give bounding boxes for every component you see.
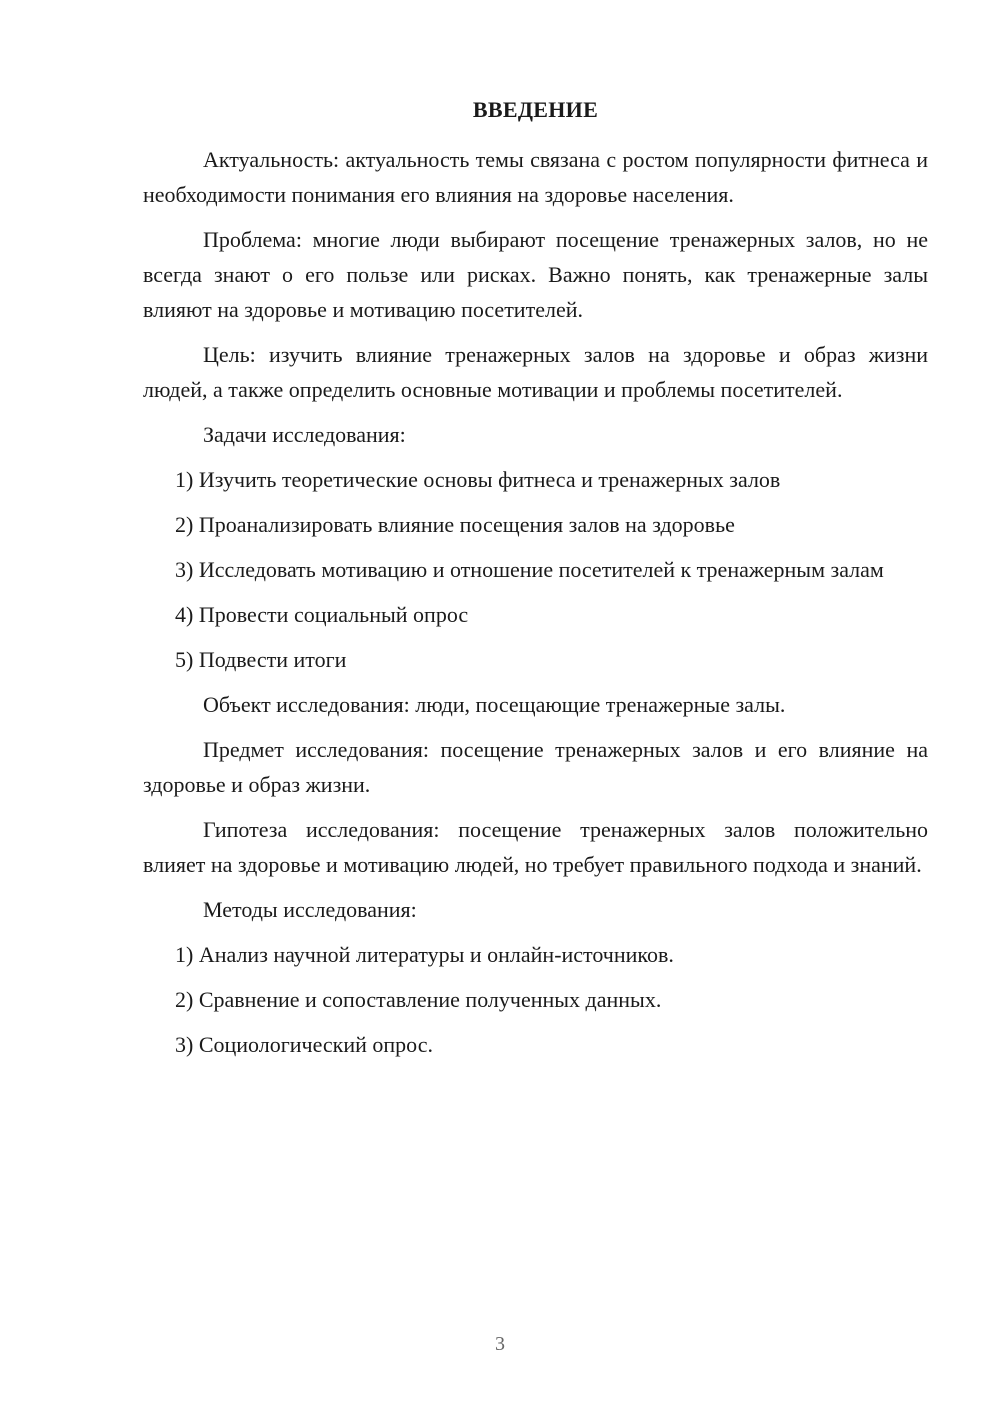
task-item: 4) Провести социальный опрос bbox=[175, 602, 469, 627]
relevance-paragraph: Актуальность: актуальность темы связана с ростом популярности фитнеса и необходимости понимания его влияния на здоровье населения. bbox=[143, 147, 928, 207]
methods-heading: Методы исследования: bbox=[203, 897, 417, 922]
problem-paragraph: Проблема: многие люди выбирают посещение тренажерных залов, но не всегда знают о его пользе или рисках. Важно понять, как тренажерные залы влияют на здоровье и мотивацию посетителей. bbox=[143, 227, 928, 322]
section-title: ВВЕДЕНИЕ bbox=[472, 97, 599, 122]
page-number: 3 bbox=[495, 1333, 505, 1355]
method-item: 3) Социологический опрос. bbox=[175, 1032, 433, 1057]
task-item: 3) Исследовать мотивацию и отношение посетителей к тренажерным залам bbox=[175, 557, 884, 582]
object-paragraph: Объект исследования: люди, посещающие тренажерные залы. bbox=[203, 692, 786, 717]
goal-paragraph: Цель: изучить влияние тренажерных залов на здоровье и образ жизни людей, а также определить основные мотивации и проблемы посетителей. bbox=[143, 342, 928, 402]
subject-paragraph: Предмет исследования: посещение тренажерных залов и его влияние на здоровье и образ жизни. bbox=[143, 737, 928, 797]
method-item: 2) Сравнение и сопоставление полученных данных. bbox=[175, 987, 662, 1012]
task-item: 5) Подвести итоги bbox=[175, 647, 347, 672]
hypothesis-paragraph: Гипотеза исследования: посещение тренажерных залов положительно влияет на здоровье и мотивацию людей, но требует правильного подхода и знаний. bbox=[143, 817, 928, 877]
method-item: 1) Анализ научной литературы и онлайн-источников. bbox=[175, 942, 674, 967]
task-item: 2) Проанализировать влияние посещения залов на здоровье bbox=[175, 512, 735, 537]
tasks-heading: Задачи исследования: bbox=[203, 422, 406, 447]
page-content bbox=[143, 92, 928, 1072]
task-item: 1) Изучить теоретические основы фитнеса и тренажерных залов bbox=[175, 467, 781, 492]
